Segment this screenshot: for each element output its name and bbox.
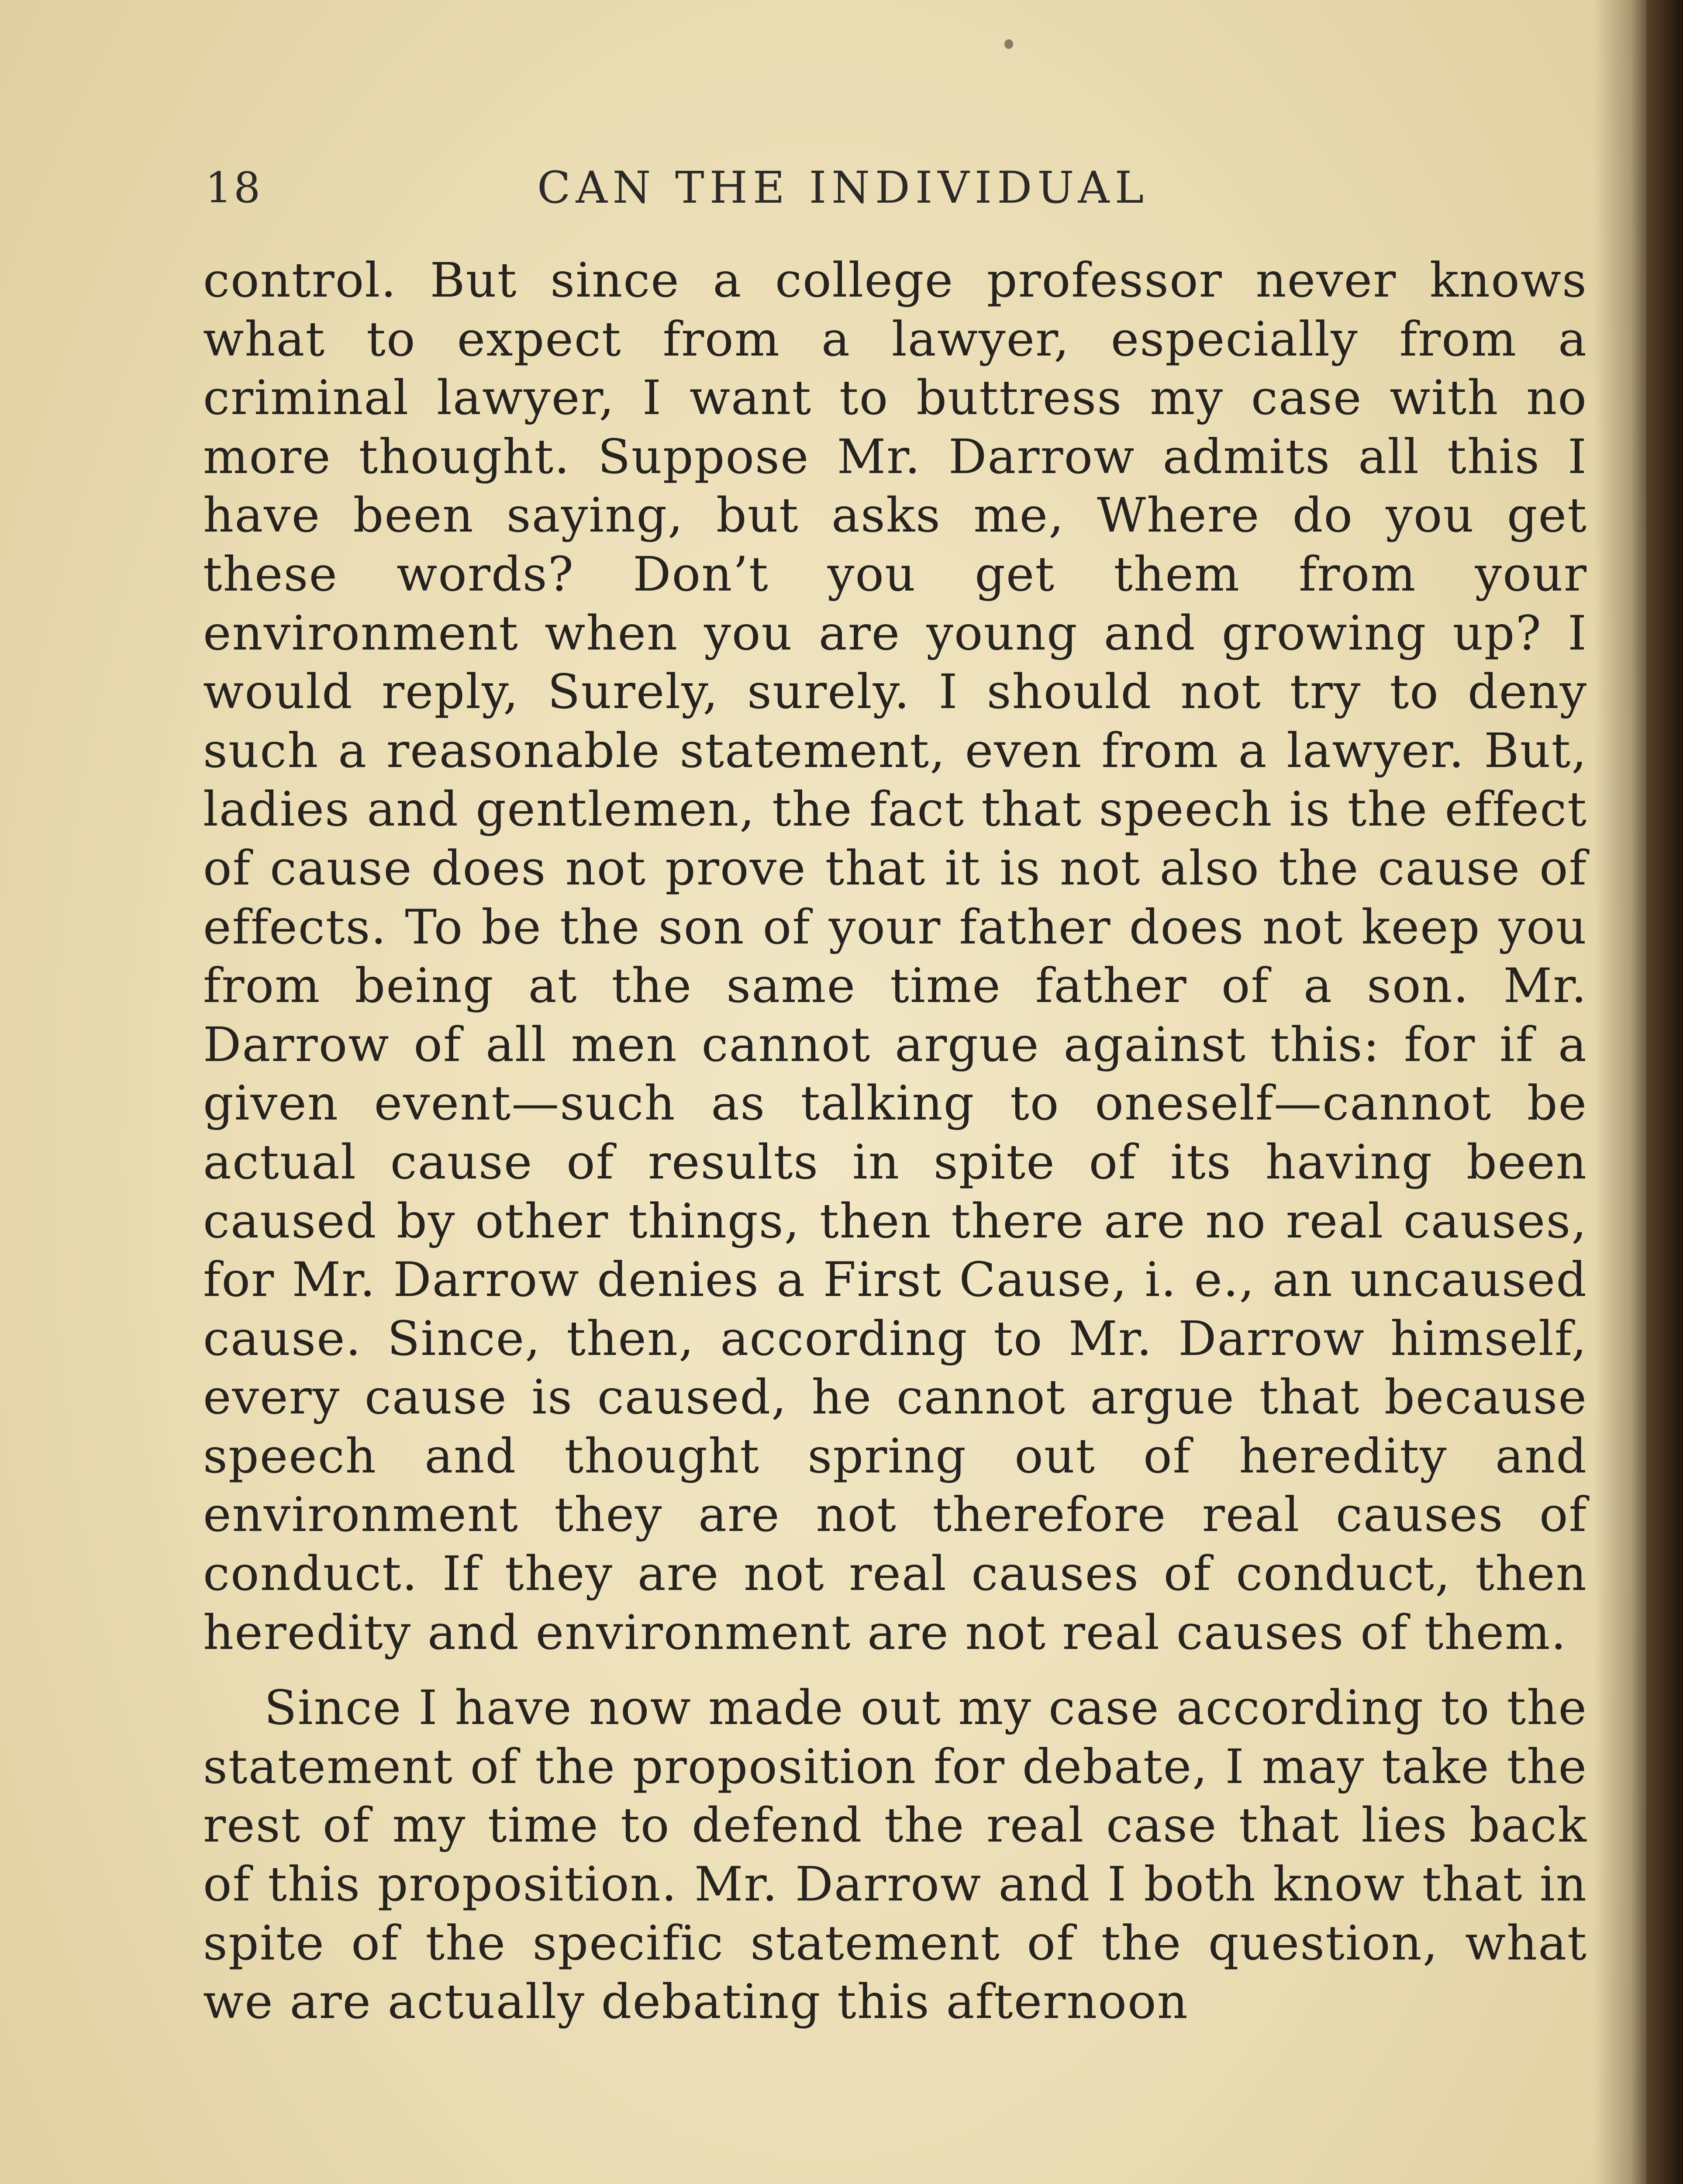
paragraph: Since I have now made out my case according to the statement of the proposition for debate, I may take the rest of my time to defend the real case that lies back of this proposition. Mr. Darrow and I both know that in spite of the specific statement of the question, what we are actually debating this afternoon [203, 1680, 1587, 2030]
paragraph: control. But since a college professor never knows what to expect from a lawyer, especially from a criminal lawyer, I want to buttress my case with no more thought. Suppose Mr. Darrow admits all this I have been saying, but asks me, Where do you get these words? Don’t you get them from your environment when you are young and growing up? I would reply, Surely, surely. I should not try to deny such a reasonable statement, even from a lawyer. But, ladies and gentlemen, the fact that speech is the effect of cause does not prove that it is not also the cause of effects. To be the son of your father does not keep you from being at the same time father of a son. Mr. Darrow of all men cannot argue against this: for if a given event—such as talking to oneself—cannot be actual cause of results in spite of its having been caused by other things, then there are no real causes, for Mr. Darrow denies a First Cause, i. e., an uncaused cause. Since, then, according to Mr. Darrow himself, every cause is caused, he cannot argue that because speech and thought spring out of heredity and environment they are not therefore real causes of conduct. If they are not real causes of conduct, then heredity and environment are not real causes of them. [203, 252, 1587, 1660]
book-spine-edge [1646, 0, 1683, 2184]
running-head [205, 162, 1262, 214]
body-text [203, 251, 1587, 2032]
page-number: 18 [205, 163, 262, 212]
ink-speck [1004, 39, 1013, 49]
running-title: CAN THE INDIVIDUAL [537, 162, 1149, 213]
